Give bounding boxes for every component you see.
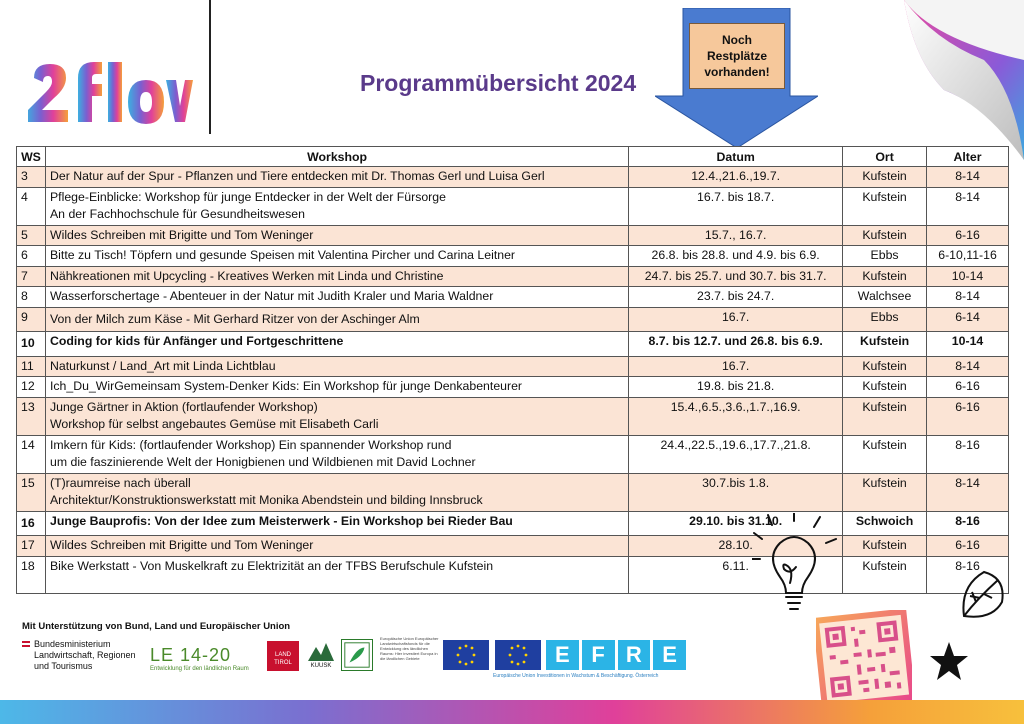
cell-workshop: Junge Bauprofis: Von der Idee zum Meisterwerk - Ein Workshop bei Rieder Bau: [45, 511, 628, 536]
eu-flag-icon: [495, 640, 541, 670]
land-tirol-logo: LAND TIROL: [267, 641, 299, 671]
cell-ws: 5: [17, 225, 46, 246]
workshop-line-1: Imkern für Kids: (fortlaufender Workshop) Ein spannender Workshop rund: [49, 437, 452, 452]
cell-workshop: Naturkunst / Land_Art mit Linda Lichtblau: [45, 356, 628, 377]
ministry-line-3: und Tourismus: [34, 661, 93, 671]
table-row: [17, 225, 1009, 246]
efre-subtext: Europäische Union Investitionen in Wachstum & Beschäftigung. Österreich: [493, 673, 659, 679]
cell-datum: 16.7.: [629, 356, 843, 377]
cell-alter: 8-16: [927, 556, 1009, 593]
cell-alter: 8-14: [927, 167, 1009, 188]
cell-alter: 8-14: [927, 473, 1009, 511]
cell-workshop: Nähkreationen mit Upcycling - Kreatives Werken mit Linda und Christine: [45, 266, 628, 287]
cell-ws: 7: [17, 266, 46, 287]
cell-workshop: Wildes Schreiben mit Brigitte und Tom Weninger: [45, 225, 628, 246]
header-workshop: Workshop: [45, 147, 628, 167]
workshop-line-2: Workshop für selbst angebautes Gemüse mit Elisabeth Carli: [49, 417, 379, 431]
workshop-line-1: Pflege-Einblicke: Workshop für junge Entdecker in der Welt der Fürsorge: [49, 189, 446, 204]
cell-workshop: Wasserforschertage - Abenteuer in der Natur mit Judith Kraler und Maria Waldner: [45, 287, 628, 308]
cell-datum: 24.4.,22.5.,19.6.,17.7.,21.8.: [629, 435, 843, 473]
cell-ws: 17: [17, 536, 46, 557]
cell-ort: Kufstein: [843, 536, 927, 557]
kuusk-text: KUUSK: [310, 663, 332, 669]
cell-datum: 8.7. bis 12.7. und 26.8. bis 6.9.: [629, 332, 843, 357]
cell-datum: 28.10.: [629, 536, 843, 557]
cell-workshop: Bike Werkstatt - Von Muskelkraft zu Elektrizität an der TFBS Berufschule Kufstein: [45, 556, 628, 593]
page-title: Programmübersicht 2024: [360, 70, 637, 96]
logo-divider: [209, 0, 211, 134]
cell-ws: 9: [17, 307, 46, 332]
efre-letter: R: [618, 640, 651, 670]
cell-ws: 10: [17, 332, 46, 357]
cell-datum: 16.7. bis 18.7.: [629, 187, 843, 225]
cell-ws: 8: [17, 287, 46, 308]
cell-ws: 16: [17, 511, 46, 536]
star-doodle-icon: [928, 640, 970, 684]
ministry-line-1: Bundesministerium: [34, 639, 111, 649]
cell-alter: 8-16: [927, 511, 1009, 536]
cell-ort: Kufstein: [843, 187, 927, 225]
table-row: [17, 187, 1009, 225]
table-row: [17, 556, 1009, 593]
workshop-line-1: (T)raumreise nach überall: [49, 475, 191, 490]
cell-alter: 8-14: [927, 287, 1009, 308]
cell-alter: 6-10,11-16: [927, 246, 1009, 267]
cell-workshop: Coding for kids für Anfänger und Fortgeschrittene: [45, 332, 628, 357]
cell-ort: Kufstein: [843, 397, 927, 435]
cell-alter: 8-14: [927, 187, 1009, 225]
cell-workshop: [45, 435, 628, 473]
ministry-line-2: Landwirtschaft, Regionen: [34, 650, 136, 660]
cell-datum: 23.7. bis 24.7.: [629, 287, 843, 308]
cell-ort: Kufstein: [843, 332, 927, 357]
qr-code-icon: [816, 610, 912, 706]
cell-ort: Kufstein: [843, 435, 927, 473]
eu-fund-text: Europäische Union Europäischer Landwirtschaftsfonds für die Entwicklung des ländlichen Raums: Hier investiert Europa in die ländlichen Gebiete: [380, 636, 439, 661]
2flow-logo: [28, 58, 194, 140]
cell-ort: Kufstein: [843, 473, 927, 511]
workshop-line-2: An der Fachhochschule für Gesundheitswesen: [49, 207, 305, 221]
cell-ort: Walchsee: [843, 287, 927, 308]
lightbulb-doodle-icon: [752, 513, 842, 613]
cell-workshop: [45, 187, 628, 225]
efre-letter: F: [582, 640, 615, 670]
table-row: [17, 397, 1009, 435]
table-row: [17, 511, 1009, 536]
cell-datum: 30.7.bis 1.8.: [629, 473, 843, 511]
badge-line-2: Restplätze: [706, 49, 768, 63]
cell-ws: 14: [17, 435, 46, 473]
table-row: [17, 473, 1009, 511]
cell-ws: 3: [17, 167, 46, 188]
cell-alter: 6-16: [927, 397, 1009, 435]
cell-workshop: Von der Milch zum Käse - Mit Gerhard Ritzer von der Aschinger Alm: [45, 307, 628, 332]
cell-datum: 16.7.: [629, 307, 843, 332]
cell-datum: 15.4.,6.5.,3.6.,1.7.,16.9.: [629, 397, 843, 435]
table-row: [17, 266, 1009, 287]
mountain-icon: [308, 641, 334, 661]
cell-datum: 15.7., 16.7.: [629, 225, 843, 246]
cell-workshop: [45, 397, 628, 435]
workshop-line-1: Junge Gärtner in Aktion (fortlaufender Workshop): [49, 399, 318, 414]
cell-alter: 8-14: [927, 356, 1009, 377]
cell-datum: 24.7. bis 25.7. und 30.7. bis 31.7.: [629, 266, 843, 287]
cell-ort: Schwoich: [843, 511, 927, 536]
cell-alter: 6-16: [927, 377, 1009, 398]
table-row: [17, 356, 1009, 377]
table-header-row: [17, 147, 1009, 167]
kuusk-logo: [305, 641, 337, 671]
leaf-doodle-icon: [958, 566, 1006, 624]
cell-ort: Kufstein: [843, 266, 927, 287]
leader-logo-icon: [341, 639, 373, 671]
table-row: [17, 307, 1009, 332]
table-row: [17, 536, 1009, 557]
cell-alter: 10-14: [927, 266, 1009, 287]
le1420-logo: [150, 645, 249, 672]
cell-ort: Ebbs: [843, 246, 927, 267]
table-row: [17, 435, 1009, 473]
cell-ort: Kufstein: [843, 167, 927, 188]
cell-alter: 6-16: [927, 536, 1009, 557]
support-text: Mit Unterstützung von Bund, Land und Europäischer Union: [22, 621, 291, 632]
table-row: [17, 246, 1009, 267]
cell-datum: 29.10. bis 31.10.: [629, 511, 843, 536]
cell-alter: 6-14: [927, 307, 1009, 332]
cell-ws: 4: [17, 187, 46, 225]
eu-flag-icon: [443, 640, 489, 670]
header-ort: Ort: [843, 147, 927, 167]
cell-workshop: [45, 473, 628, 511]
cell-ws: 12: [17, 377, 46, 398]
cell-ws: 6: [17, 246, 46, 267]
restplaetze-badge: [689, 23, 785, 89]
page-curl-decoration: [874, 0, 1024, 160]
cell-ort: Kufstein: [843, 356, 927, 377]
efre-letter: E: [546, 640, 579, 670]
cell-ort: Kufstein: [843, 377, 927, 398]
efre-letter: E: [653, 640, 686, 670]
table-row: [17, 287, 1009, 308]
austria-flag-icon: [22, 641, 30, 647]
ministry-logo: [20, 639, 154, 672]
cell-datum: 6.11.: [629, 556, 843, 593]
cell-datum: 12.4.,21.6.,19.7.: [629, 167, 843, 188]
le1420-text: LE 14-20: [150, 645, 232, 665]
workshop-line-2: um die faszinierende Welt der Honigbienen und Wildbienen mit David Lochner: [49, 455, 476, 469]
cell-workshop: Bitte zu Tisch! Töpfern und gesunde Speisen mit Valentina Pircher und Carina Leitner: [45, 246, 628, 267]
cell-alter: 10-14: [927, 332, 1009, 357]
cell-workshop: Ich_Du_WirGemeinsam System-Denker Kids: Ein Workshop für junge Denkabenteurer: [45, 377, 628, 398]
cell-ort: Kufstein: [843, 225, 927, 246]
cell-ort: Ebbs: [843, 307, 927, 332]
workshop-line-2: Architektur/Konstruktionswerkstatt mit Monika Abendstein und bilding Innsbruck: [49, 493, 483, 507]
efre-logo: [546, 640, 686, 670]
table-row: [17, 167, 1009, 188]
cell-datum: 26.8. bis 28.8. und 4.9. bis 6.9.: [629, 246, 843, 267]
badge-line-1: Noch: [722, 33, 752, 47]
badge-line-3: vorhanden!: [704, 65, 770, 79]
cell-workshop: Wildes Schreiben mit Brigitte und Tom Weninger: [45, 536, 628, 557]
cell-workshop: Der Natur auf der Spur - Pflanzen und Tiere entdecken mit Dr. Thomas Gerl und Luisa Gerl: [45, 167, 628, 188]
cell-ws: 15: [17, 473, 46, 511]
cell-datum: 19.8. bis 21.8.: [629, 377, 843, 398]
cell-ws: 13: [17, 397, 46, 435]
le1420-subtext: Entwicklung für den ländlichen Raum: [150, 666, 249, 672]
header-ws: WS: [17, 147, 46, 167]
header-datum: Datum: [629, 147, 843, 167]
cell-alter: 8-16: [927, 435, 1009, 473]
cell-alter: 6-16: [927, 225, 1009, 246]
cell-ort: Kufstein: [843, 556, 927, 593]
header-alter: Alter: [927, 147, 1009, 167]
table-row: [17, 332, 1009, 357]
program-table: [16, 146, 1009, 594]
bottom-gradient-bar: [0, 700, 1024, 724]
table-row: [17, 377, 1009, 398]
cell-ws: 11: [17, 356, 46, 377]
cell-ws: 18: [17, 556, 46, 593]
